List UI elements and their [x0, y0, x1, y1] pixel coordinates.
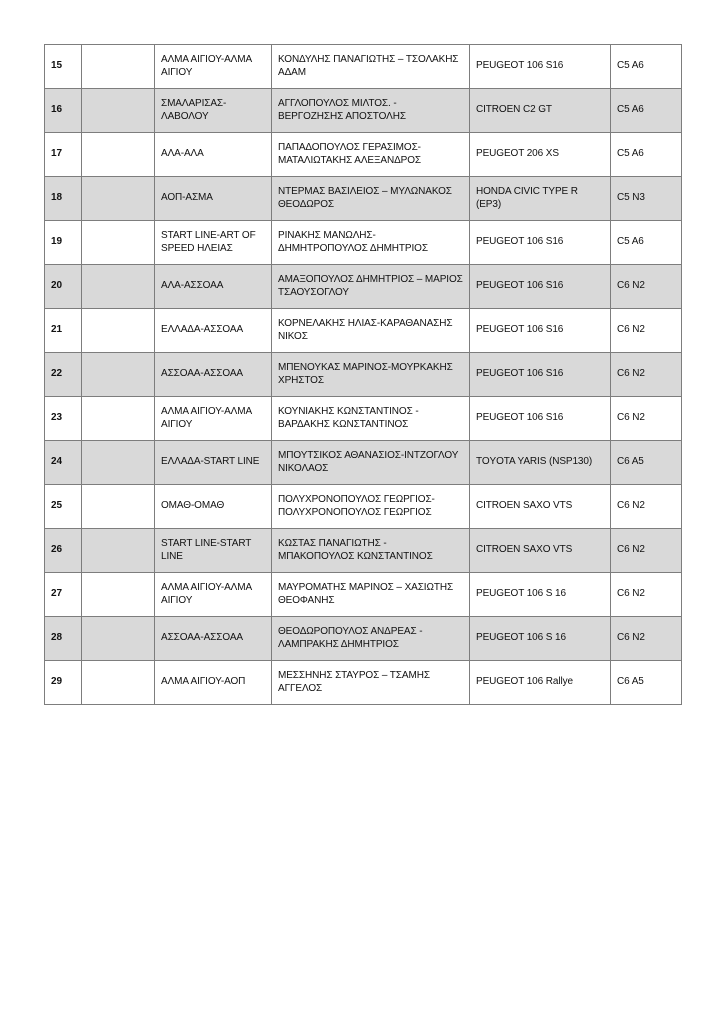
club-cell: START LINE-ART OF SPEED ΗΛΕΙΑΣ — [155, 221, 272, 265]
club-cell: START LINE-START LINE — [155, 529, 272, 573]
class-cell: C5 A6 — [611, 45, 682, 89]
club-cell: ΕΛΛΑΔΑ-ΑΣΣΟΑΑ — [155, 309, 272, 353]
club-cell: ΑΛΑ-ΑΣΣΟΑΑ — [155, 265, 272, 309]
table-row — [45, 661, 682, 705]
crew-cell: ΠΟΛΥΧΡΟΝΟΠΟΥΛΟΣ ΓΕΩΡΓΙΟΣ-ΠΟΛΥΧΡΟΝΟΠΟΥΛΟΣ ΓΕΩΡΓΙΟΣ — [272, 485, 470, 529]
entry-number-cell: 28 — [45, 617, 82, 661]
entry-number-cell: 23 — [45, 397, 82, 441]
table-row — [45, 45, 682, 89]
crew-cell: ΝΤΕΡΜΑΣ ΒΑΣΙΛΕΙΟΣ – ΜΥΛΩΝΑΚΟΣ ΘΕΟΔΩΡΟΣ — [272, 177, 470, 221]
empty-cell — [82, 529, 155, 573]
club-cell: ΑΣΣΟΑΑ-ΑΣΣΟΑΑ — [155, 617, 272, 661]
club-cell: ΑΟΠ-ΑΣΜΑ — [155, 177, 272, 221]
entry-number-cell: 25 — [45, 485, 82, 529]
entry-number-cell: 15 — [45, 45, 82, 89]
entry-number-cell: 18 — [45, 177, 82, 221]
class-cell: C6 N2 — [611, 353, 682, 397]
club-cell: ΑΛΜΑ ΑΙΓΙΟΥ-ΑΛΜΑ ΑΙΓΙΟΥ — [155, 397, 272, 441]
table-row — [45, 485, 682, 529]
class-cell: C6 A5 — [611, 441, 682, 485]
table-row — [45, 221, 682, 265]
club-cell: ΟΜΑΘ-ΟΜΑΘ — [155, 485, 272, 529]
crew-cell: ΜΠΕΝΟΥΚΑΣ ΜΑΡΙΝΟΣ-ΜΟΥΡΚΑΚΗΣ ΧΡΗΣΤΟΣ — [272, 353, 470, 397]
car-cell: PEUGEOT 106 S16 — [470, 309, 611, 353]
table-row — [45, 89, 682, 133]
entry-number-cell: 19 — [45, 221, 82, 265]
empty-cell — [82, 177, 155, 221]
entry-number-cell: 22 — [45, 353, 82, 397]
class-cell: C5 N3 — [611, 177, 682, 221]
class-cell: C5 A6 — [611, 221, 682, 265]
table-row — [45, 617, 682, 661]
car-cell: CITROEN C2 GT — [470, 89, 611, 133]
crew-cell: ΚΩΣΤΑΣ ΠΑΝΑΓΙΩΤΗΣ - ΜΠΑΚΟΠΟΥΛΟΣ ΚΩΝΣΤΑΝΤΙΝΟΣ — [272, 529, 470, 573]
empty-cell — [82, 617, 155, 661]
car-cell: PEUGEOT 206 XS — [470, 133, 611, 177]
crew-cell: ΜΠΟΥΤΣΙΚΟΣ ΑΘΑΝΑΣΙΟΣ-ΙΝΤΖΟΓΛΟΥ ΝΙΚΟΛΑΟΣ — [272, 441, 470, 485]
car-cell: HONDA CIVIC TYPE R (EP3) — [470, 177, 611, 221]
class-cell: C6 N2 — [611, 573, 682, 617]
crew-cell: ΡΙΝΑΚΗΣ ΜΑΝΩΛΗΣ-ΔΗΜΗΤΡΟΠΟΥΛΟΣ ΔΗΜΗΤΡΙΟΣ — [272, 221, 470, 265]
empty-cell — [82, 573, 155, 617]
crew-cell: ΚΟΥΝΙΑΚΗΣ ΚΩΝΣΤΑΝΤΙΝΟΣ - ΒΑΡΔΑΚΗΣ ΚΩΝΣΤΑΝΤΙΝΟΣ — [272, 397, 470, 441]
empty-cell — [82, 265, 155, 309]
empty-cell — [82, 133, 155, 177]
entry-number-cell: 16 — [45, 89, 82, 133]
table-row — [45, 309, 682, 353]
crew-cell: ΘΕΟΔΩΡΟΠΟΥΛΟΣ ΑΝΔΡΕΑΣ - ΛΑΜΠΡΑΚΗΣ ΔΗΜΗΤΡΙΟΣ — [272, 617, 470, 661]
entry-number-cell: 21 — [45, 309, 82, 353]
car-cell: PEUGEOT 106 S16 — [470, 397, 611, 441]
crew-cell: ΜΕΣΣΗΝΗΣ ΣΤΑΥΡΟΣ – ΤΣΑΜΗΣ ΑΓΓΕΛΟΣ — [272, 661, 470, 705]
car-cell: TOYOTA YARIS (NSP130) — [470, 441, 611, 485]
table-row — [45, 265, 682, 309]
club-cell: ΣΜΑΛΑΡΙΣΑΣ-ΛΑΒΟΛΟΥ — [155, 89, 272, 133]
entry-number-cell: 27 — [45, 573, 82, 617]
class-cell: C6 N2 — [611, 529, 682, 573]
crew-cell: ΑΜΑΞΟΠΟΥΛΟΣ ΔΗΜΗΤΡΙΟΣ – ΜΑΡΙΟΣ ΤΣΑΟΥΣΟΓΛΟΥ — [272, 265, 470, 309]
entry-rows — [45, 45, 682, 705]
car-cell: PEUGEOT 106 Rallye — [470, 661, 611, 705]
empty-cell — [82, 89, 155, 133]
table-row — [45, 133, 682, 177]
club-cell: ΕΛΛΑΔΑ-START LINE — [155, 441, 272, 485]
crew-cell: ΑΓΓΛΟΠΟΥΛΟΣ ΜΙΛΤΟΣ. - ΒΕΡΓΟΖΗΣΗΣ ΑΠΟΣΤΟΛΗΣ — [272, 89, 470, 133]
class-cell: C5 A6 — [611, 89, 682, 133]
car-cell: PEUGEOT 106 S 16 — [470, 617, 611, 661]
crew-cell: ΚΟΝΔΥΛΗΣ ΠΑΝΑΓΙΩΤΗΣ – ΤΣΟΛΑΚΗΣ ΑΔΑΜ — [272, 45, 470, 89]
class-cell: C6 N2 — [611, 397, 682, 441]
entry-number-cell: 17 — [45, 133, 82, 177]
empty-cell — [82, 661, 155, 705]
empty-cell — [82, 309, 155, 353]
table-row — [45, 441, 682, 485]
club-cell: ΑΛΜΑ ΑΙΓΙΟΥ-ΑΛΜΑ ΑΙΓΙΟΥ — [155, 573, 272, 617]
empty-cell — [82, 441, 155, 485]
crew-cell: ΜΑΥΡΟΜΑΤΗΣ ΜΑΡΙΝΟΣ – ΧΑΣΙΩΤΗΣ ΘΕΟΦΑΝΗΣ — [272, 573, 470, 617]
empty-cell — [82, 353, 155, 397]
class-cell: C6 N2 — [611, 265, 682, 309]
entry-number-cell: 24 — [45, 441, 82, 485]
entry-number-cell: 20 — [45, 265, 82, 309]
entry-number-cell: 29 — [45, 661, 82, 705]
car-cell: CITROEN SAXO VTS — [470, 529, 611, 573]
car-cell: PEUGEOT 106 S16 — [470, 45, 611, 89]
club-cell: ΑΛΜΑ ΑΙΓΙΟΥ-ΑΛΜΑ ΑΙΓΙΟΥ — [155, 45, 272, 89]
club-cell: ΑΣΣΟΑΑ-ΑΣΣΟΑΑ — [155, 353, 272, 397]
crew-cell: ΠΑΠΑΔΟΠΟΥΛΟΣ ΓΕΡΑΣΙΜΟΣ-ΜΑΤΑΛΙΩΤΑΚΗΣ ΑΛΕΞΑΝΔΡΟΣ — [272, 133, 470, 177]
car-cell: PEUGEOT 106 S 16 — [470, 573, 611, 617]
class-cell: C6 N2 — [611, 617, 682, 661]
car-cell: PEUGEOT 106 S16 — [470, 221, 611, 265]
car-cell: PEUGEOT 106 S16 — [470, 353, 611, 397]
empty-cell — [82, 485, 155, 529]
entry-list-table — [44, 44, 682, 705]
class-cell: C5 A6 — [611, 133, 682, 177]
empty-cell — [82, 45, 155, 89]
table-row — [45, 529, 682, 573]
club-cell: ΑΛΑ-ΑΛΑ — [155, 133, 272, 177]
club-cell: ΑΛΜΑ ΑΙΓΙΟΥ-ΑΟΠ — [155, 661, 272, 705]
class-cell: C6 N2 — [611, 485, 682, 529]
class-cell: C6 A5 — [611, 661, 682, 705]
empty-cell — [82, 397, 155, 441]
class-cell: C6 N2 — [611, 309, 682, 353]
crew-cell: ΚΟΡΝΕΛΑΚΗΣ ΗΛΙΑΣ-ΚΑΡΑΘΑΝΑΣΗΣ ΝΙΚΟΣ — [272, 309, 470, 353]
table-row — [45, 573, 682, 617]
car-cell: CITROEN SAXO VTS — [470, 485, 611, 529]
table-row — [45, 397, 682, 441]
car-cell: PEUGEOT 106 S16 — [470, 265, 611, 309]
empty-cell — [82, 221, 155, 265]
table-row — [45, 177, 682, 221]
table-row — [45, 353, 682, 397]
entry-number-cell: 26 — [45, 529, 82, 573]
